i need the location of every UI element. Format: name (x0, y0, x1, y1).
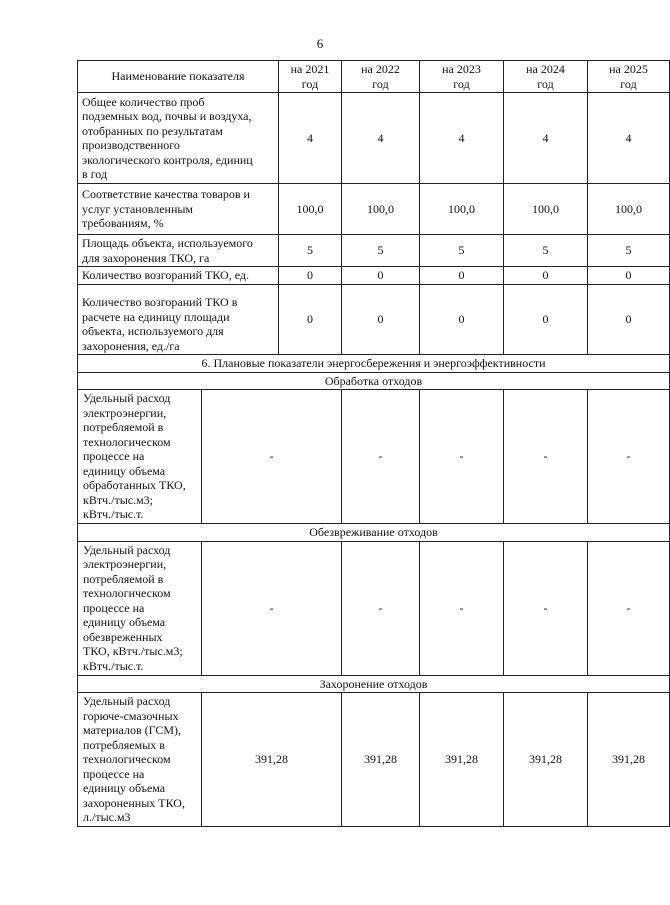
value-2025: 5 (588, 235, 670, 267)
value-2023: 0 (420, 285, 504, 355)
indicators-table (77, 60, 670, 827)
value-2023: 5 (420, 235, 504, 267)
row-label: Количество возгораний ТКО в расчете на единицу площади объекта, используемого для захоронения, ед./га (78, 285, 279, 355)
value-2024: - (504, 390, 588, 524)
table-row (78, 267, 670, 285)
header-year-2021: на 2021 год (279, 61, 342, 93)
value-2022: 391,28 (342, 693, 420, 827)
value-2021: 0 (279, 267, 342, 285)
table-row (78, 235, 670, 267)
value-2025: - (588, 541, 670, 675)
value-2025: 0 (588, 285, 670, 355)
value-2021: 4 (279, 93, 342, 184)
row-label: Общее количество проб подземных вод, почвы и воздуха, отобранных по результатам производственного экологического контроля, единиц в год (78, 93, 279, 184)
value-2024: - (504, 541, 588, 675)
value-2025: 391,28 (588, 693, 670, 827)
table-row (78, 390, 670, 524)
value-2025: 100,0 (588, 184, 670, 235)
value-2022: 100,0 (342, 184, 420, 235)
subsection-heading-row (78, 675, 670, 693)
value-2024: 391,28 (504, 693, 588, 827)
row-label: Соответствие качества товаров и услуг установленным требованиям, % (78, 184, 279, 235)
value-2022: - (342, 390, 420, 524)
subsection-title-neutralization: Обезвреживание отходов (78, 524, 670, 542)
table-row (78, 93, 670, 184)
value-2022: 0 (342, 285, 420, 355)
header-name-cell: Наименование показателя (78, 61, 279, 93)
header-year-2022: на 2022 год (342, 61, 420, 93)
value-2022: - (342, 541, 420, 675)
value-2021: 0 (279, 285, 342, 355)
value-2021: 391,28 (202, 693, 342, 827)
subsection-title-disposal: Захоронение отходов (78, 675, 670, 693)
table-row (78, 285, 670, 355)
row-label: Удельный расход электроэнергии, потребляемой в технологическом процессе на единицу объема обработанных ТКО, кВтч./тыс.м3; кВтч./тыс.т. (78, 390, 202, 524)
header-year-2024: на 2024 год (504, 61, 588, 93)
value-2021: - (202, 390, 342, 524)
subsection-heading-row (78, 372, 670, 390)
section-heading-row (78, 355, 670, 373)
value-2024: 100,0 (504, 184, 588, 235)
header-year-2023: на 2023 год (420, 61, 504, 93)
page-number: 6 (316, 36, 324, 51)
row-label: Удельный расход горюче-смазочных материалов (ГСМ), потребляемых в технологическом процессе на единицу объема захороненных ТКО, л./тыс.м3 (78, 693, 202, 827)
value-2024: 0 (504, 285, 588, 355)
value-2024: 0 (504, 267, 588, 285)
header-year-2025: на 2025 год (588, 61, 670, 93)
value-2023: 0 (420, 267, 504, 285)
value-2023: 391,28 (420, 693, 504, 827)
value-2021: - (202, 541, 342, 675)
section-6-title: 6. Плановые показатели энергосбережения и энергоэффективности (78, 355, 670, 373)
value-2023: 100,0 (420, 184, 504, 235)
table-row (78, 541, 670, 675)
row-label: Площадь объекта, используемого для захоронения ТКО, га (78, 235, 279, 267)
value-2022: 4 (342, 93, 420, 184)
value-2022: 5 (342, 235, 420, 267)
value-2024: 4 (504, 93, 588, 184)
subsection-heading-row (78, 524, 670, 542)
value-2025: 4 (588, 93, 670, 184)
value-2024: 5 (504, 235, 588, 267)
row-label: Удельный расход электроэнергии, потребляемой в технологическом процессе на единицу объема обезвреженных ТКО, кВтч./тыс.м3; кВтч./тыс.т. (78, 541, 202, 675)
value-2023: 4 (420, 93, 504, 184)
subsection-title-processing: Обработка отходов (78, 372, 670, 390)
value-2021: 5 (279, 235, 342, 267)
row-label: Количество возгораний ТКО, ед. (78, 267, 279, 285)
value-2025: 0 (588, 267, 670, 285)
value-2023: - (420, 390, 504, 524)
header-row (78, 61, 670, 93)
value-2025: - (588, 390, 670, 524)
value-2021: 100,0 (279, 184, 342, 235)
table-row (78, 184, 670, 235)
table-row (78, 693, 670, 827)
value-2023: - (420, 541, 504, 675)
value-2022: 0 (342, 267, 420, 285)
